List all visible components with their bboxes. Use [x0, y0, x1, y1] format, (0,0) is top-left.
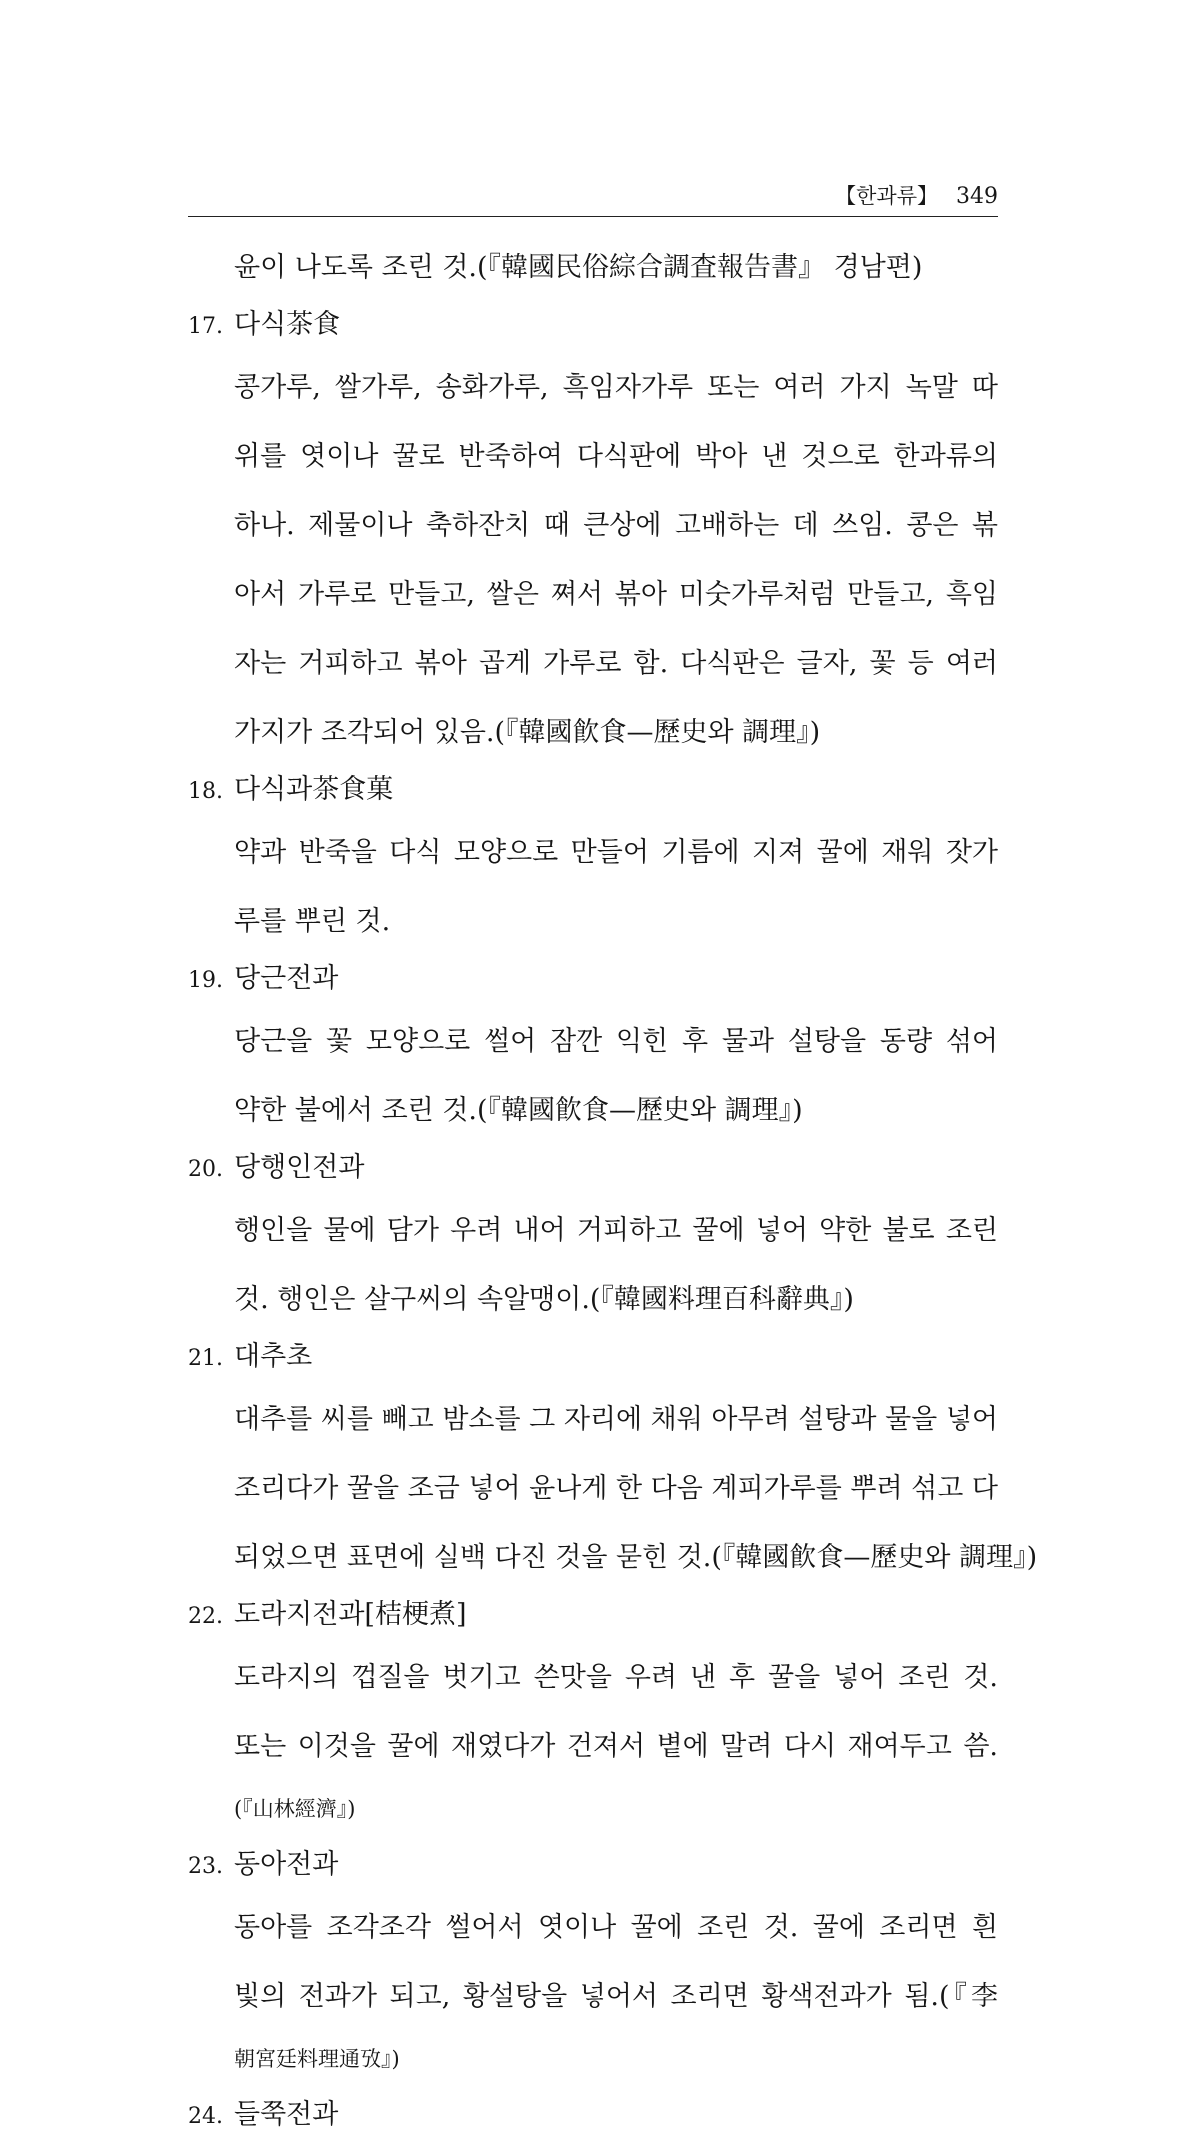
- entry-heading: [188, 772, 998, 807]
- text-line: [188, 439, 998, 474]
- line-text: 콩가루, 쌀가루, 송화가루, 흑임자가루 또는 여러 가지 녹말 따: [234, 372, 998, 403]
- line-text: 것. 행인은 살구씨의 속알맹이.(『韓國料理百科辭典』): [234, 1284, 854, 1315]
- line-text: 약한 불에서 조린 것.(『韓國飮食—歷史와 調理』): [234, 1095, 803, 1126]
- entry-heading: [188, 1597, 998, 1632]
- entry-title: 당행인전과: [234, 1152, 365, 1183]
- line-text: 도라지의 껍질을 벗기고 쓴맛을 우려 낸 후 꿀을 넣어 조린 것.: [234, 1662, 998, 1693]
- header-inner: [835, 180, 998, 210]
- entry-title: 들쭉전과: [234, 2099, 339, 2130]
- entry-title: 동아전과: [234, 1849, 339, 1880]
- entry-number: 17.: [188, 314, 223, 339]
- line-text: 하나. 제물이나 축하잔치 때 큰상에 고배하는 데 쓰임. 콩은 볶: [234, 510, 998, 541]
- line-text: 당근을 꽃 모양으로 썰어 잠깐 익힌 후 물과 설탕을 동량 섞어: [234, 1026, 998, 1057]
- text-line: [188, 577, 998, 612]
- entry-heading: [188, 1847, 998, 1882]
- entry-number: 22.: [188, 1604, 223, 1629]
- line-text: 또는 이것을 꿀에 재였다가 건져서 볕에 말려 다시 재여두고 씀.: [234, 1731, 998, 1762]
- entry-title: 도라지전과[桔梗煮]: [234, 1599, 467, 1630]
- entry-heading: [188, 961, 998, 996]
- page-number: 349: [956, 184, 998, 209]
- line-text: (『山林經濟』): [234, 1797, 356, 1821]
- entry-number: 18.: [188, 779, 223, 804]
- text-line: [188, 1471, 998, 1506]
- line-text: 빛의 전과가 되고, 황설탕을 넣어서 조리면 황색전과가 됨.(『李: [234, 1981, 998, 2012]
- text-line: [188, 646, 998, 681]
- line-text: 아서 가루로 만들고, 쌀은 쪄서 볶아 미숫가루처럼 만들고, 흑임: [234, 579, 998, 610]
- entry-heading: [188, 2097, 998, 2132]
- line-text: 윤이 나도록 조린 것.(『韓國民俗綜合調査報告書』 경남편): [234, 252, 923, 283]
- entry-number: 21.: [188, 1346, 223, 1371]
- line-text: 朝宮廷料理通攷』): [234, 2047, 400, 2071]
- line-text: 루를 뿌린 것.: [234, 906, 391, 937]
- section-title: 【한과류】: [835, 184, 938, 208]
- text-line: [188, 835, 998, 870]
- text-line: [188, 1910, 998, 1945]
- page-body: [188, 250, 1038, 2132]
- text-line: [188, 250, 998, 285]
- line-text: 조리다가 꿀을 조금 넣어 윤나게 한 다음 계피가루를 뿌려 섞고 다: [234, 1473, 998, 1504]
- line-text: 대추를 씨를 빼고 밤소를 그 자리에 채워 아무려 설탕과 물을 넣어: [234, 1404, 998, 1435]
- entry-number: 23.: [188, 1854, 223, 1879]
- line-text: 약과 반죽을 다식 모양으로 만들어 기름에 지져 꿀에 재워 잣가: [234, 837, 998, 868]
- text-line: [188, 1540, 1038, 1575]
- entry-number: 24.: [188, 2104, 223, 2129]
- line-text: 동아를 조각조각 썰어서 엿이나 꿀에 조린 것. 꿀에 조리면 흰: [234, 1912, 998, 1943]
- text-line: [188, 1790, 998, 1825]
- text-line: [188, 1979, 998, 2014]
- entry-heading: [188, 1150, 998, 1185]
- text-line: [188, 1093, 998, 1128]
- line-text: 행인을 물에 담가 우려 내어 거피하고 꿀에 넣어 약한 불로 조린: [234, 1215, 998, 1246]
- text-line: [188, 1024, 998, 1059]
- entry-title: 대추초: [234, 1341, 313, 1372]
- line-text: 가지가 조각되어 있음.(『韓國飮食—歷史와 調理』): [234, 717, 821, 748]
- entry-heading: [188, 1339, 998, 1374]
- text-line: [188, 1282, 998, 1317]
- running-header: [188, 178, 998, 217]
- entry-title: 다식茶食: [234, 309, 341, 340]
- entry-number: 19.: [188, 968, 223, 993]
- text-line: [188, 715, 998, 750]
- entry-title: 다식과茶食菓: [234, 774, 394, 805]
- entry-number: 20.: [188, 1157, 223, 1182]
- text-line: [188, 370, 998, 405]
- text-line: [188, 1213, 998, 1248]
- text-line: [188, 508, 998, 543]
- text-line: [188, 2040, 998, 2075]
- text-line: [188, 1729, 998, 1764]
- entry-title: 당근전과: [234, 963, 339, 994]
- entry-heading: [188, 307, 998, 342]
- text-line: [188, 904, 998, 939]
- line-text: 자는 거피하고 볶아 곱게 가루로 함. 다식판은 글자, 꽃 등 여러: [234, 648, 998, 679]
- text-line: [188, 1660, 998, 1695]
- line-text: 되었으면 표면에 실백 다진 것을 묻힌 것.(『韓國飮食—歷史와 調理』): [234, 1542, 1038, 1573]
- text-line: [188, 1402, 998, 1437]
- line-text: 위를 엿이나 꿀로 반죽하여 다식판에 박아 낸 것으로 한과류의: [234, 441, 998, 472]
